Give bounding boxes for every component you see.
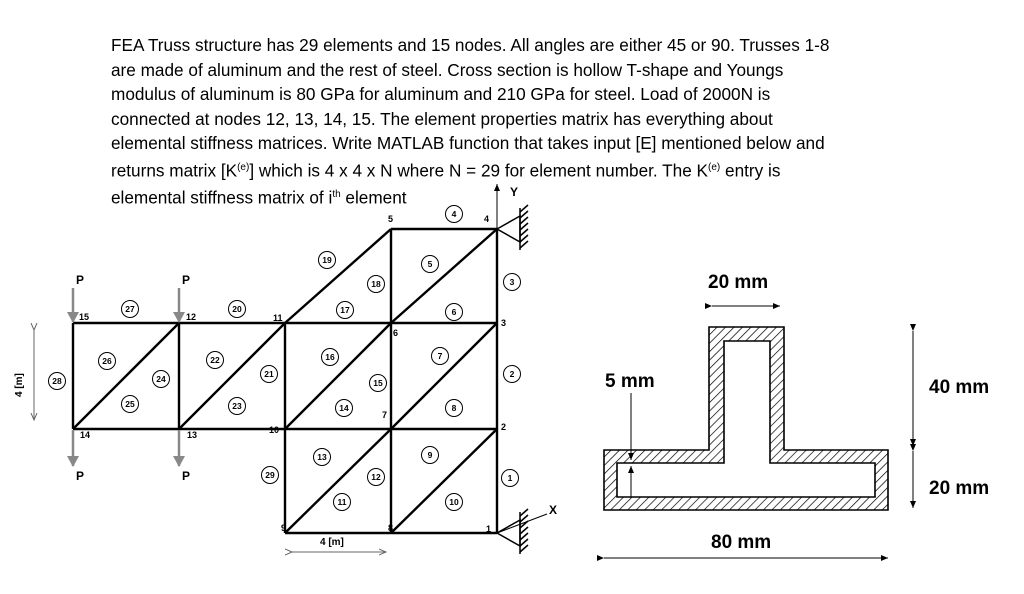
problem-line-6: returns matrix $[K^{(e)}]$ which is 4 x 4 x N where N = 29 for element number. The $K^{(e)}$ entry is — [111, 160, 781, 181]
element-label: 25 — [125, 399, 135, 409]
load-label-p: P — [182, 273, 191, 287]
element-label: 14 — [339, 403, 349, 413]
node-label: 9 — [281, 523, 287, 533]
problem-line-5: elemental stiffness matrices. Write MATLAB function that takes input [E] mentioned below and — [111, 133, 825, 153]
node-label: 11 — [273, 313, 283, 323]
element-label: 28 — [52, 376, 62, 386]
member-diagonal — [391, 323, 497, 429]
dim-vertical-label: 4 [m] — [14, 373, 25, 397]
node-label: 4 — [484, 214, 490, 224]
element-label: 8 — [451, 403, 457, 413]
problem-line-3: modulus of aluminum is 80 GPa for aluminum and 210 GPa for steel. Load of 2000N is — [111, 84, 771, 104]
member-diagonal — [391, 229, 497, 323]
node-label: 10 — [269, 425, 280, 435]
element-label: 13 — [317, 452, 327, 462]
node-label: 15 — [79, 312, 90, 322]
x-axis-label: X — [549, 503, 558, 517]
element-label: 20 — [232, 304, 242, 314]
element-label: 23 — [232, 401, 242, 411]
dim-top-width-label: 20 mm — [708, 272, 769, 293]
node-label: 3 — [501, 318, 507, 328]
node-label: 13 — [187, 430, 198, 440]
element-label: 11 — [337, 497, 347, 507]
element-label: 5 — [427, 259, 433, 269]
element-label: 9 — [427, 450, 433, 460]
dim-flange-height-label: 20 mm — [929, 478, 990, 499]
truss-members — [73, 229, 497, 533]
element-label: 29 — [265, 470, 275, 480]
problem-line-1: FEA Truss structure has 29 elements and 15 nodes. All angles are either 45 or 90. Trusses 1-8 — [111, 35, 830, 55]
element-label: 16 — [325, 352, 335, 362]
dim-horizontal-label: 4 [m] — [320, 537, 344, 548]
node-label: 8 — [388, 523, 394, 533]
element-label: 24 — [156, 374, 166, 384]
element-label: 6 — [451, 307, 457, 317]
element-label: 4 — [451, 209, 457, 219]
element-label: 15 — [373, 378, 383, 388]
support-top — [497, 205, 528, 250]
load-label-p: P — [182, 469, 191, 483]
problem-line-2: are made of aluminum and the rest of steel. Cross section is hollow T-shape and Youngs — [111, 59, 784, 80]
element-label: 26 — [102, 356, 112, 366]
node-label: 1 — [486, 524, 492, 534]
element-label: 22 — [210, 355, 220, 365]
dim-bottom-width-label: 80 mm — [711, 532, 772, 553]
dim-stem-height-label: 40 mm — [929, 377, 990, 398]
element-label: 27 — [125, 304, 135, 314]
element-label: 17 — [340, 305, 350, 315]
x-axis-line — [497, 514, 547, 533]
load-label-p: P — [76, 273, 85, 287]
problem-line-7: elemental stiffness matrix of $i^{th}$ element — [111, 187, 407, 208]
element-label: 21 — [264, 369, 274, 379]
node-label: 2 — [501, 422, 507, 432]
load-label-p: P — [76, 469, 85, 483]
element-label: 19 — [322, 255, 332, 265]
node-label: 5 — [388, 214, 394, 224]
node-label: 14 — [80, 430, 91, 440]
element-label: 1 — [507, 473, 513, 483]
problem-line-4: connected at nodes 12, 13, 14, 15. The element properties matrix has everything about — [111, 108, 773, 129]
element-label: 2 — [509, 369, 515, 379]
element-label: 7 — [437, 351, 443, 361]
y-axis-label: Y — [510, 185, 519, 199]
node-label: 6 — [393, 328, 399, 338]
member-diagonal — [391, 429, 497, 533]
element-label: 12 — [371, 472, 381, 482]
element-label: 18 — [371, 279, 381, 289]
node-label: 12 — [186, 312, 197, 322]
element-label: 10 — [449, 497, 459, 507]
node-label: 7 — [382, 410, 388, 420]
dim-wall-label: 5 mm — [605, 371, 655, 392]
cross-section — [604, 327, 888, 510]
element-label: 3 — [509, 277, 515, 287]
